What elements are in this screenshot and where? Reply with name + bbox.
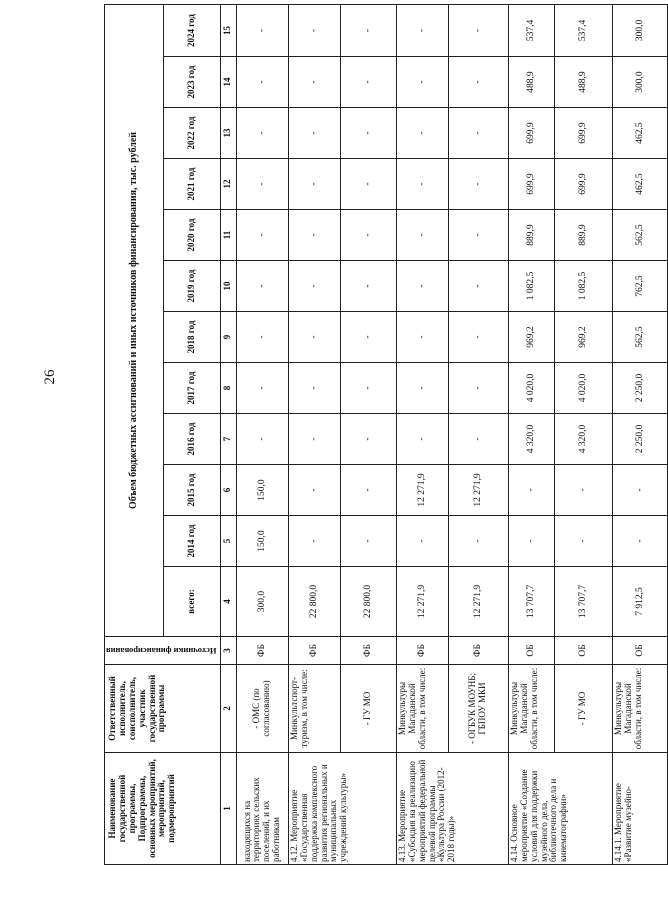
- row-source: ФБ: [340, 637, 396, 665]
- row-name: находящихся на территориях сельских поселений, и их работникам: [236, 753, 288, 865]
- cell-value: -: [288, 210, 340, 261]
- header-year: 2021 год: [163, 159, 220, 210]
- cell-value: 2 250,0: [612, 363, 667, 414]
- cell-value: 2 250,0: [612, 414, 667, 465]
- financing-table: [104, 4, 668, 865]
- row-executor: Минкультуры Магаданской области, в том числе:: [508, 665, 554, 753]
- cell-value: -: [448, 210, 508, 261]
- cell-value: -: [448, 261, 508, 312]
- row-source: ФБ: [288, 637, 340, 665]
- header-year: 2023 год: [163, 57, 220, 108]
- header-total: всего:: [163, 567, 220, 637]
- cell-value: -: [340, 210, 396, 261]
- row-executor: - ОМС (по согласованию): [236, 665, 288, 753]
- col-number: 5: [220, 516, 236, 567]
- header-year: 2020 год: [163, 210, 220, 261]
- cell-value: -: [236, 261, 288, 312]
- col-number: 6: [220, 465, 236, 516]
- col-number: 4: [220, 567, 236, 637]
- cell-value: -: [340, 516, 396, 567]
- cell-value: 12 271,9: [448, 465, 508, 516]
- cell-value: -: [340, 108, 396, 159]
- header-year: 2019 год: [163, 261, 220, 312]
- header-executor: Ответственный исполнитель, соисполнитель, участник государственной программы: [105, 665, 221, 753]
- cell-value: -: [288, 465, 340, 516]
- col-number: 12: [220, 159, 236, 210]
- cell-value: 1 082,5: [554, 261, 612, 312]
- cell-value: -: [396, 210, 448, 261]
- row-source: ОБ: [612, 637, 667, 665]
- cell-value: -: [396, 108, 448, 159]
- cell-value: 537,4: [554, 4, 612, 56]
- cell-value: 1 082,5: [508, 261, 554, 312]
- cell-value: 12 271,9: [448, 567, 508, 637]
- col-number: 9: [220, 312, 236, 363]
- col-number: 8: [220, 363, 236, 414]
- row-source: ОБ: [508, 637, 554, 665]
- cell-value: -: [448, 312, 508, 363]
- header-year: 2016 год: [163, 414, 220, 465]
- row-executor: - ГУ МО: [554, 665, 612, 753]
- cell-value: 762,5: [612, 261, 667, 312]
- cell-value: 4 020,0: [554, 363, 612, 414]
- cell-value: -: [288, 108, 340, 159]
- cell-value: 4 020,0: [508, 363, 554, 414]
- cell-value: 300,0: [612, 57, 667, 108]
- cell-value: 300,0: [236, 567, 288, 637]
- cell-value: 150,0: [236, 465, 288, 516]
- cell-value: 889,9: [554, 210, 612, 261]
- row-source: ОБ: [554, 637, 612, 665]
- cell-value: -: [236, 4, 288, 56]
- cell-value: -: [288, 312, 340, 363]
- row-name: 4.13. Мероприятие «Субсидия на реализацию мероприятий федеральной целевой программы «Культура России (2012-2018 годы)»: [396, 753, 508, 865]
- table-row: [396, 4, 448, 864]
- cell-value: 699,9: [554, 159, 612, 210]
- cell-value: 699,9: [554, 108, 612, 159]
- col-number: 14: [220, 57, 236, 108]
- cell-value: -: [288, 261, 340, 312]
- col-number: 15: [220, 4, 236, 56]
- cell-value: -: [236, 363, 288, 414]
- cell-value: 22 800,0: [288, 567, 340, 637]
- cell-value: -: [236, 210, 288, 261]
- cell-value: -: [340, 4, 396, 56]
- cell-value: -: [508, 465, 554, 516]
- cell-value: -: [612, 516, 667, 567]
- cell-value: 462,5: [612, 108, 667, 159]
- cell-value: 12 271,9: [396, 567, 448, 637]
- cell-value: -: [236, 159, 288, 210]
- row-executor: - ГУ МО: [340, 665, 396, 753]
- cell-value: 12 271,9: [396, 465, 448, 516]
- row-executor: - ОГБУК МОУНБ; ГБПОУ МКИ: [448, 665, 508, 753]
- cell-value: -: [288, 516, 340, 567]
- cell-value: 488,9: [554, 57, 612, 108]
- cell-value: -: [236, 108, 288, 159]
- cell-value: 889,9: [508, 210, 554, 261]
- col-number: 7: [220, 414, 236, 465]
- cell-value: 4 320,0: [508, 414, 554, 465]
- row-executor: Минкультуры Магаданской области, в том числе:: [396, 665, 448, 753]
- table-row: [236, 4, 288, 864]
- table-row: [508, 4, 554, 864]
- cell-value: -: [396, 414, 448, 465]
- cell-value: 300,0: [612, 4, 667, 56]
- cell-value: 537,4: [508, 4, 554, 56]
- col-number: 10: [220, 261, 236, 312]
- cell-value: -: [288, 414, 340, 465]
- cell-value: -: [554, 465, 612, 516]
- col-number: 11: [220, 210, 236, 261]
- cell-value: -: [448, 363, 508, 414]
- col-number: 13: [220, 108, 236, 159]
- col-number: 1: [220, 753, 236, 865]
- table-row: [340, 4, 396, 864]
- cell-value: 488,9: [508, 57, 554, 108]
- cell-value: -: [396, 363, 448, 414]
- cell-value: -: [396, 261, 448, 312]
- cell-value: -: [448, 159, 508, 210]
- cell-value: 7 912,5: [612, 567, 667, 637]
- cell-value: -: [612, 465, 667, 516]
- cell-value: 22 800,0: [340, 567, 396, 637]
- cell-value: 969,2: [554, 312, 612, 363]
- cell-value: -: [396, 516, 448, 567]
- table-row: [612, 4, 667, 864]
- row-executor: Минкультспорт-туризм, в том числе:: [288, 665, 340, 753]
- cell-value: -: [340, 57, 396, 108]
- cell-value: -: [508, 516, 554, 567]
- table-row: [554, 4, 612, 864]
- row-source: ФБ: [236, 637, 288, 665]
- cell-value: -: [340, 363, 396, 414]
- cell-value: -: [236, 57, 288, 108]
- row-source: ФБ: [396, 637, 448, 665]
- header-volume: Объем бюджетных ассигнований и иных источников финансирования, тыс. рублей: [105, 4, 164, 636]
- header-year: 2017 год: [163, 363, 220, 414]
- row-name: 4.14. Основное мероприятие «Создание условий для поддержки музейного дела, библиотечного дела и кинематографии»: [508, 753, 612, 865]
- row-name: 4.12. Мероприятие «Государственная поддержка комплексного развития региональных и муниципальных учреждений культуры»: [288, 753, 396, 865]
- cell-value: 4 320,0: [554, 414, 612, 465]
- header-year: 2024 год: [163, 4, 220, 56]
- cell-value: -: [396, 159, 448, 210]
- table-row: [288, 4, 340, 864]
- cell-value: 562,5: [612, 210, 667, 261]
- cell-value: 699,9: [508, 159, 554, 210]
- col-number: 2: [220, 665, 236, 753]
- cell-value: 150,0: [236, 516, 288, 567]
- table-row: [448, 4, 508, 864]
- cell-value: -: [236, 312, 288, 363]
- cell-value: 699,9: [508, 108, 554, 159]
- col-number: 3: [220, 637, 236, 665]
- cell-value: -: [340, 159, 396, 210]
- cell-value: -: [288, 363, 340, 414]
- row-executor: Минкультуры Магаданской области, в том числе:: [612, 665, 667, 753]
- header-source: Источники финансирования: [105, 637, 221, 665]
- cell-value: 969,2: [508, 312, 554, 363]
- page-number: 26: [42, 369, 58, 385]
- cell-value: -: [340, 261, 396, 312]
- cell-value: -: [448, 4, 508, 56]
- cell-value: -: [288, 57, 340, 108]
- header-year: 2022 год: [163, 108, 220, 159]
- cell-value: 562,5: [612, 312, 667, 363]
- cell-value: -: [236, 414, 288, 465]
- row-source: ФБ: [448, 637, 508, 665]
- cell-value: -: [448, 108, 508, 159]
- header-year: 2018 год: [163, 312, 220, 363]
- cell-value: -: [396, 312, 448, 363]
- cell-value: -: [448, 414, 508, 465]
- cell-value: -: [448, 57, 508, 108]
- cell-value: 13 707,7: [508, 567, 554, 637]
- cell-value: -: [288, 4, 340, 56]
- cell-value: -: [340, 414, 396, 465]
- cell-value: -: [340, 465, 396, 516]
- cell-value: -: [396, 57, 448, 108]
- row-name: 4.14.1. Мероприятие «Развитие музейно-: [612, 753, 667, 865]
- header-year: 2015 год: [163, 465, 220, 516]
- rotated-page: [104, 5, 645, 865]
- cell-value: -: [340, 312, 396, 363]
- cell-value: -: [448, 516, 508, 567]
- cell-value: 13 707,7: [554, 567, 612, 637]
- cell-value: -: [288, 159, 340, 210]
- header-year: 2014 год: [163, 516, 220, 567]
- cell-value: -: [554, 516, 612, 567]
- cell-value: 462,5: [612, 159, 667, 210]
- header-name: Наименование государственной программы, Подпрограммы, основных мероприятий, мероприятий, подмероприятий: [105, 753, 221, 865]
- cell-value: -: [396, 4, 448, 56]
